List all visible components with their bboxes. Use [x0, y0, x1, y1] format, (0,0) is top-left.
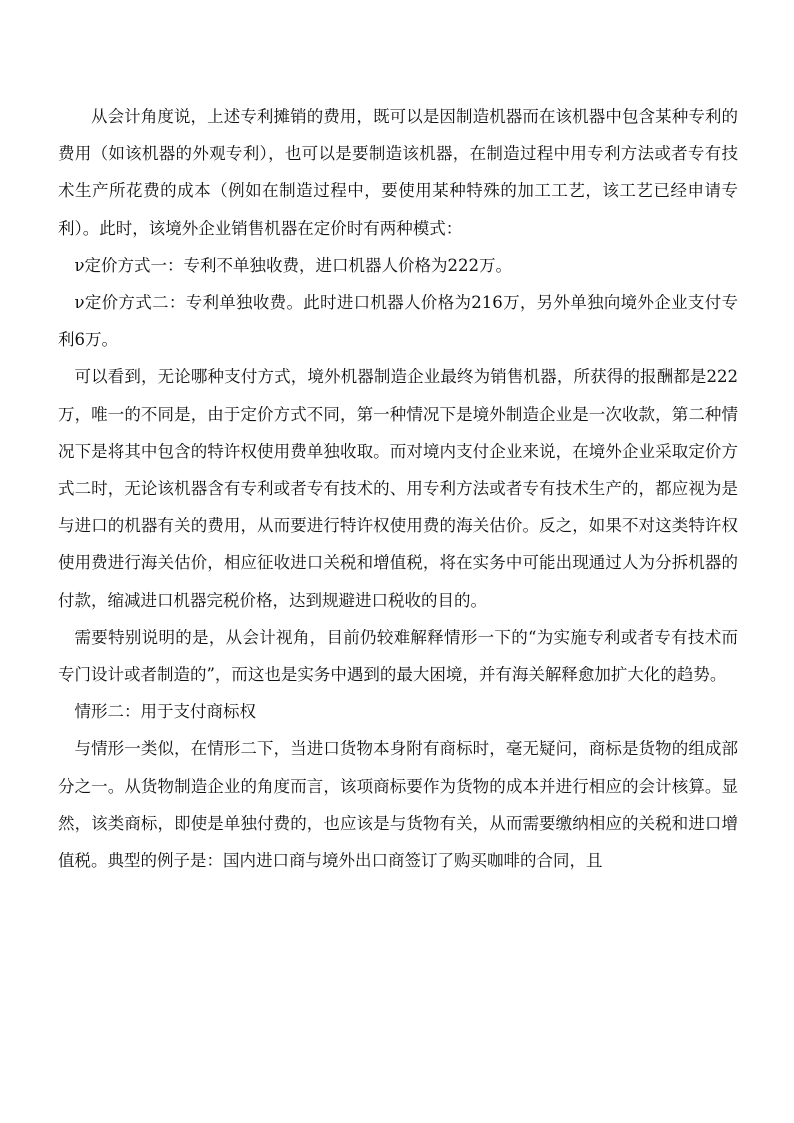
paragraph-special-note: 需要特别说明的是，从会计视角，目前仍较难解释情形一下的“为实施专利或者专有技术而专门设计或者制造的”，而这也是实务中遇到的最大困境，并有海关解释愈加扩大化的趋势。 [58, 627, 738, 685]
paragraph-trademark: 与情形一类似，在情形二下，当进口货物本身附有商标时，毫无疑问，商标是货物的组成部分之一。从货物制造企业的角度而言，该项商标要作为货物的成本并进行相应的会计核算。显然，该类商标，即使是单独付费的，也应该是与货物有关，从而需要缴纳相应的关税和进口增值税。典型的例子是：国内进口商与境外出口商签订了购买咖啡的合同，且 [58, 739, 738, 871]
paragraph-analysis: 可以看到，无论哪种支付方式，境外机器制造企业最终为销售机器，所获得的报酬都是222万，唯一的不同是，由于定价方式不同，第一种情况下是境外制造企业是一次收款，第二种情况下是将其中包含的特许权使用费单独收取。而对境内支付企业来说，在境外企业采取定价方式二时，无论该机器含有专利或者专有技术的、用专利方法或者专有技术生产的，都应视为是与进口的机器有关的费用，从而要进行特许权使用费的海关估价。反之，如果不对这类特许权使用费进行海关估价，相应征收进口关税和增值税，将在实务中可能出现通过人为分拆机器的付款，缩减进口机器完税价格，达到规避进口税收的目的。 [58, 367, 738, 610]
paragraph-pricing-mode-two: ν定价方式二：专利单独收费。此时进口机器人价格为216万，另外单独向境外企业支付专利6万。 [58, 293, 738, 350]
paragraph-pricing-mode-one: ν定价方式一：专利不单独收费，进口机器人价格为222万。 [74, 255, 513, 275]
section-heading-trademark: 情形二：用于支付商标权 [74, 702, 256, 722]
document-body [58, 98, 738, 879]
paragraph-accounting-perspective: 从会计角度说，上述专利摊销的费用，既可以是因制造机器而在该机器中包含某种专利的费用（如该机器的外观专利），也可以是要制造该机器，在制造过程中用专利方法或者专有技术生产所花费的成本（例如在制造过程中，要使用某种特殊的加工工艺，该工艺已经申请专利）。此时，该境外企业销售机器在定价时有两种模式： [58, 107, 738, 238]
